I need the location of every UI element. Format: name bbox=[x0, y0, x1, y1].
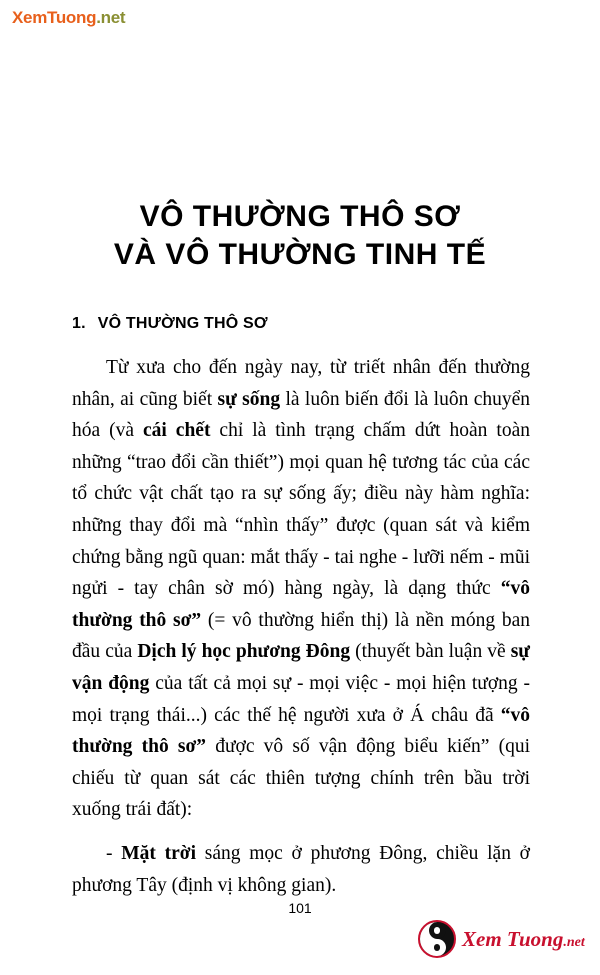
watermark-part-tuong: Tuong bbox=[47, 8, 97, 27]
watermark-top-left bbox=[12, 8, 125, 28]
logo-text-suffix: .net bbox=[563, 934, 585, 950]
page-title-line-2: VÀ VÔ THƯỜNG TINH TẾ bbox=[113, 238, 487, 272]
emphasis-text: cái chết bbox=[143, 420, 211, 442]
page-title bbox=[0, 198, 600, 275]
page-title-line-1: VÔ THƯỜNG THÔ SƠ bbox=[139, 200, 461, 234]
emphasis-text: Dịch lý học phương Đông bbox=[137, 641, 351, 663]
yin-yang-icon bbox=[418, 920, 456, 958]
logo-text-main: Xem Tuong bbox=[462, 926, 564, 951]
section-heading bbox=[72, 315, 268, 333]
emphasis-text: “vô thường thô sơ” bbox=[72, 578, 530, 631]
page-number: 101 bbox=[288, 900, 312, 916]
emphasis-text: sự vận động bbox=[72, 641, 531, 694]
body-text bbox=[72, 352, 530, 901]
logo-text bbox=[462, 926, 585, 951]
watermark-part-xem: Xem bbox=[12, 8, 48, 27]
text-run: - bbox=[106, 842, 122, 864]
text-run: sáng mọc ở phương Đông, chiều lặn ở phương Tây (định vị không gian). bbox=[72, 842, 530, 896]
text-run: được vô số vận động biểu kiến” (qui chiếu từ quan sát các thiên tượng chính trên bầu trời xuống trái đất): bbox=[72, 736, 530, 821]
text-run: là luôn biến đổi là luôn chuyển hóa (và bbox=[72, 388, 530, 442]
watermark-part-net: .net bbox=[96, 8, 126, 27]
text-run: của tất cả mọi sự - mọi việc - mọi hiện tượng - mọi trạng thái...) các thế hệ người xưa ở Á châu đã bbox=[72, 672, 530, 726]
text-run: Từ xưa cho đến ngày nay, từ triết nhân đến thường nhân, ai cũng biết bbox=[72, 357, 530, 410]
section-title: VÔ THƯỜNG THÔ SƠ bbox=[97, 315, 268, 332]
text-run: chỉ là tình trạng chấm dứt hoàn toàn những “trao đổi cần thiết”) mọi quan hệ tương tác của các tổ chức vật chất tạo ra sự sống ấy; điều này hàm nghĩa: những thay đổi mà “nhìn thấy” được (quan sát và kiểm chứng bằng ngũ quan: mắt thấy - tai nghe - lưỡi nếm - mũi ngửi - tay chân sờ mó) hàng ngày, là dạng thức bbox=[72, 420, 530, 600]
paragraph bbox=[72, 838, 530, 901]
emphasis-text: sự sống bbox=[217, 388, 281, 410]
emphasis-text: Mặt trời bbox=[121, 842, 196, 864]
text-run: (= vô thường hiển thị) là nền móng ban đầu của bbox=[72, 609, 530, 663]
watermark-bottom-right bbox=[418, 917, 586, 961]
section-number: 1. bbox=[72, 315, 86, 332]
emphasis-text: “vô thường thô sơ” bbox=[72, 704, 530, 758]
text-run: (thuyết bàn luận về bbox=[350, 641, 511, 663]
paragraph bbox=[72, 352, 530, 826]
